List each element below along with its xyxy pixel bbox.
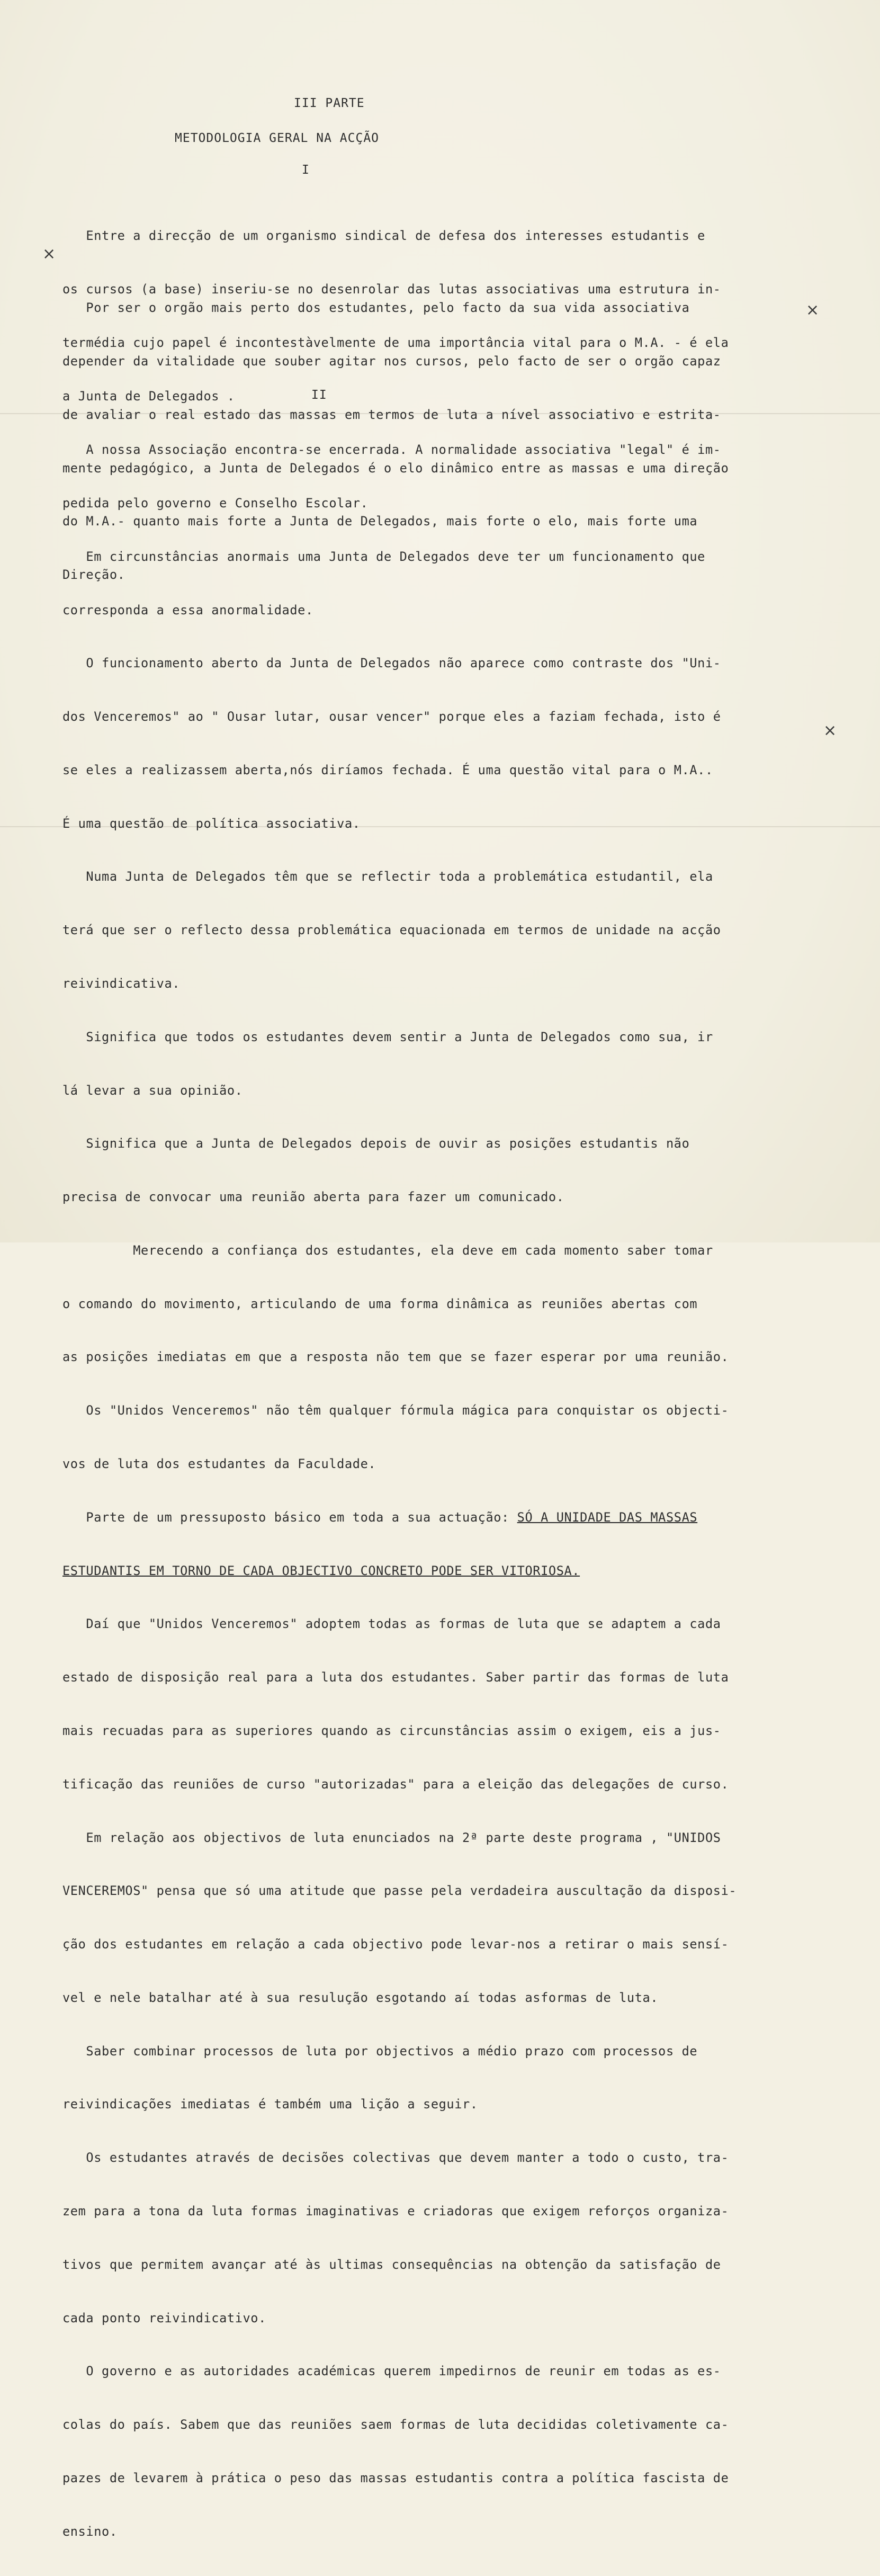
text-line: Significa que todos os estudantes devem sentir a Junta de Delegados como sua, ir — [62, 1029, 713, 1044]
margin-x-mark: × — [806, 301, 820, 319]
text-line: do M.A.- quanto mais forte a Junta de Delegados, mais forte o elo, mais forte uma — [62, 514, 698, 529]
text-line — [62, 1509, 814, 1527]
text-line: tivos que permitem avançar até às ultimas consequências na obtenção da satisfação de — [62, 2257, 721, 2272]
text-line: zem para a tona da luta formas imaginativas e criadoras que exigem reforços organiza- — [62, 2203, 729, 2219]
text-line: É uma questão de política associativa. — [62, 816, 361, 831]
text-line-lead: Parte de um pressuposto básico em toda a sua actuação: — [62, 1509, 517, 1525]
text-line: Em circunstâncias anormais uma Junta de Delegados deve ter um funcionamento que — [62, 549, 705, 564]
text-line: tificação das reuniões de curso "autorizadas" para a eleição das delegações de curso. — [62, 1776, 729, 1792]
text-line: Daí que "Unidos Venceremos" adoptem todas as formas de luta que se adaptem a cada — [62, 1616, 721, 1632]
emphasis-text: ESTUDANTIS EM TORNO DE CADA OBJECTIVO CONCRETO PODE SER VITORIOSA. — [62, 1563, 580, 1578]
text-line: Por ser o orgão mais perto dos estudantes, pelo facto da sua vida associativa — [62, 300, 690, 316]
text-line: VENCEREMOS" pensa que só uma atitude que passe pela verdadeira auscultação da disposi- — [62, 1883, 737, 1899]
text-line — [62, 1562, 814, 1580]
text-line: lá levar a sua opinião. — [62, 1083, 243, 1098]
text-line: Direção. — [62, 567, 125, 583]
text-line: mais recuadas para as superiores quando as circunstâncias assim o exigem, eis a jus- — [62, 1723, 721, 1738]
text-line: ção dos estudantes em relação a cada objectivo pode levar-nos a retirar o mais sensí- — [62, 1937, 729, 1952]
text-line: as posições imediatas em que a resposta não tem que se fazer esperar por uma reunião. — [62, 1349, 729, 1365]
text-line: mente pedagógico, a Junta de Delegados é o elo dinâmico entre as massas e uma direção — [62, 460, 729, 476]
text-line: Entre a direcção de um organismo sindical de defesa dos interesses estudantis e — [62, 228, 705, 244]
text-line: ensino. — [62, 2524, 118, 2539]
text-line: vos de luta dos estudantes da Faculdade. — [62, 1456, 376, 1472]
section-numeral-1: I — [302, 163, 310, 177]
margin-x-mark: × — [42, 245, 56, 263]
text-line: corresponda a essa anormalidade. — [62, 602, 313, 618]
text-line: estado de disposição real para a luta dos estudantes. Saber partir das formas de luta — [62, 1670, 729, 1685]
part-heading: III PARTE — [294, 96, 365, 110]
text-line: precisa de convocar uma reunião aberta para fazer um comunicado. — [62, 1189, 564, 1205]
text-line: vel e nele batalhar até à sua resulução esgotando aí todas asformas de luta. — [62, 1990, 659, 2005]
text-line: os cursos (a base) inseriu-se no desenrolar das lutas associativas uma estrutura in- — [62, 281, 721, 297]
text-line: pazes de levarem à prática o peso das massas estudantis contra a política fascista de — [62, 2470, 729, 2485]
text-line: se eles a realizassem aberta,nós diríamos fechada. É uma questão vital para o M.A.. — [62, 762, 713, 777]
text-line: a Junta de Delegados . — [62, 388, 235, 404]
text-line: Em relação aos objectivos de luta enunciados na 2ª parte deste programa , "UNIDOS — [62, 1830, 721, 1845]
text-line: Significa que a Junta de Delegados depois de ouvir as posições estudantis não — [62, 1136, 690, 1151]
section-title: METODOLOGIA GERAL NA ACÇÃO — [175, 131, 380, 145]
text-line: de avaliar o real estado das massas em termos de luta a nível associativo e estrita- — [62, 407, 721, 422]
text-line: colas do país. Sabem que das reuniões saem formas de luta decididas coletivamente ca- — [62, 2417, 729, 2432]
text-line: depender da vitalidade que souber agitar nos cursos, pelo facto de ser o orgão capaz — [62, 353, 721, 369]
text-line: Os "Unidos Venceremos" não têm qualquer fórmula mágica para conquistar os objecti- — [62, 1403, 729, 1418]
text-line: O governo e as autoridades académicas querem impedirnos de reunir em todas as es- — [62, 2364, 721, 2379]
text-line: terá que ser o reflecto dessa problemática equacionada em termos de unidade na acção — [62, 923, 721, 938]
text-line: Merecendo a confiança dos estudantes, ela deve em cada momento saber tomar — [62, 1242, 713, 1258]
text-line: dos Venceremos" ao " Ousar lutar, ousar vencer" porque eles a faziam fechada, isto é — [62, 709, 721, 724]
text-line: pedida pelo governo e Conselho Escolar. — [62, 495, 369, 511]
section-2-body — [62, 406, 814, 2576]
text-line: termédia cujo papel é incontestàvelmente de uma importância vital para o M.A. - é ela — [62, 335, 729, 350]
text-line: O funcionamento aberto da Junta de Delegados não aparece como contraste dos "Uni- — [62, 656, 721, 671]
section-numeral-2: II — [311, 388, 327, 402]
text-line: Os estudantes através de decisões colectivas que devem manter a todo o custo, tra- — [62, 2150, 729, 2166]
text-line: Saber combinar processos de luta por objectivos a médio prazo com processos de — [62, 2043, 698, 2059]
text-line: o comando do movimento, articulando de uma forma dinâmica as reuniões abertas com — [62, 1296, 698, 1311]
text-line: Numa Junta de Delegados têm que se reflectir toda a problemática estudantil, ela — [62, 869, 713, 884]
text-line: cada ponto reivindicativo. — [62, 2310, 266, 2325]
margin-x-mark: × — [823, 721, 837, 740]
text-line: reivindicativa. — [62, 976, 181, 991]
text-line: reivindicações imediatas é também uma lição a seguir. — [62, 2097, 478, 2112]
emphasis-text: SÓ A UNIDADE DAS MASSAS — [517, 1509, 698, 1525]
text-line: A nossa Associação encontra-se encerrada. A normalidade associativa "legal" é im- — [62, 442, 721, 458]
